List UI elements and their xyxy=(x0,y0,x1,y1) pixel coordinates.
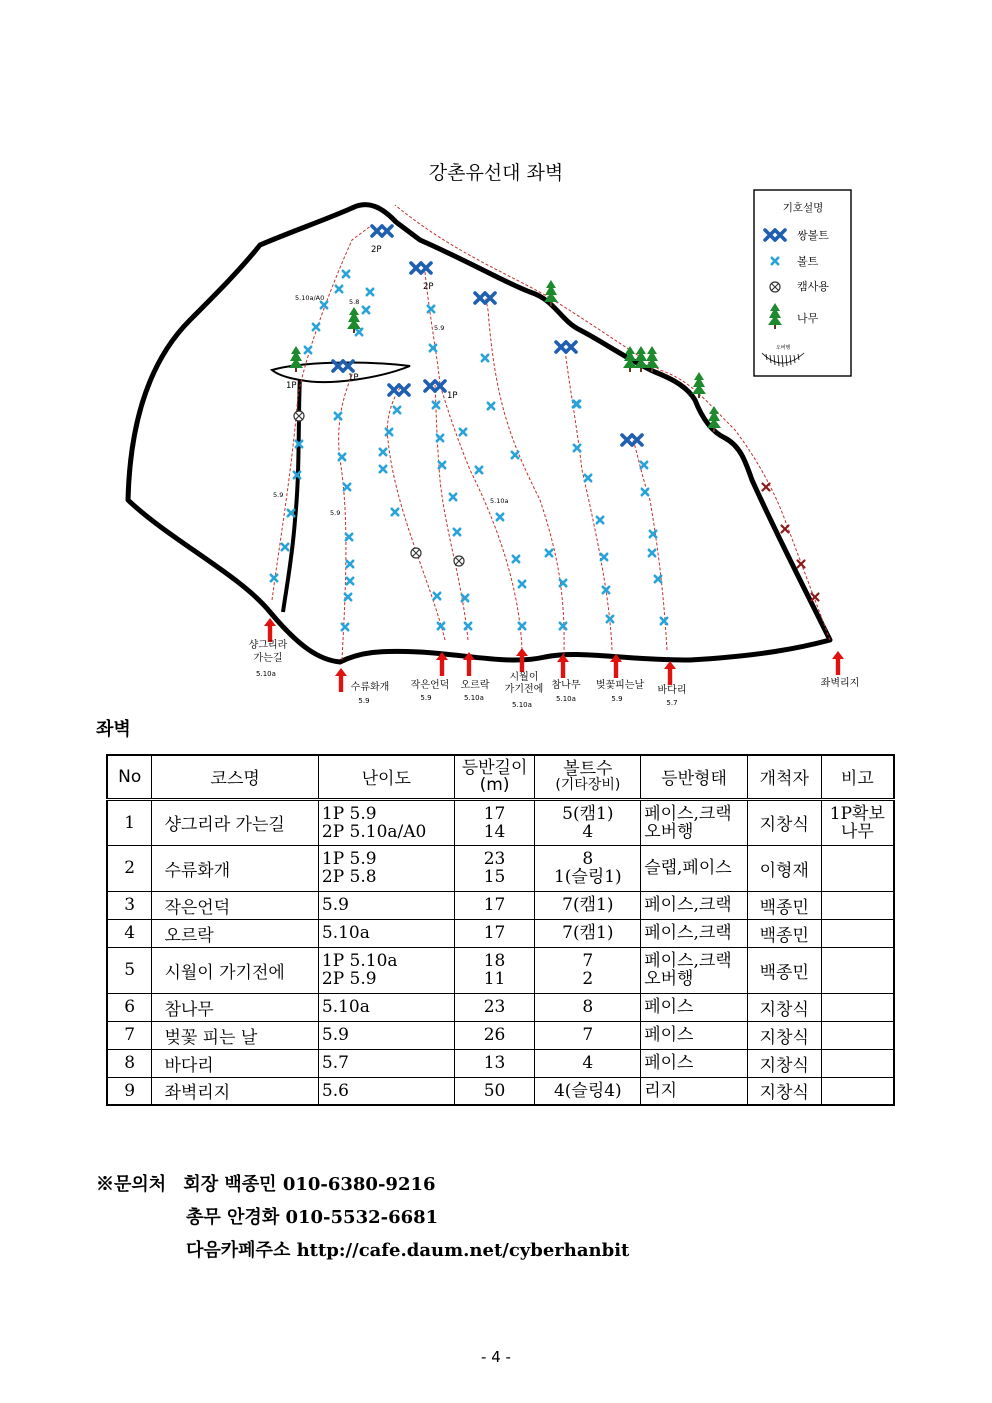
route-base-name: 오르락 xyxy=(460,680,490,691)
table-row xyxy=(107,993,894,1021)
col-header-grade: 난이도 xyxy=(318,755,454,799)
route-base-name: 벚꽃피는날 xyxy=(595,680,645,691)
grade-label: 5.9 xyxy=(330,509,341,517)
pitch-label: 1P xyxy=(447,391,458,401)
cell-style: 페이스,크랙 xyxy=(641,891,748,919)
cell-style: 페이스 xyxy=(641,993,748,1021)
cell-grade: 1P 5.9 2P 5.10a/A0 xyxy=(318,799,454,845)
page-number: - 4 - xyxy=(481,1348,511,1366)
cell-grade: 1P 5.9 2P 5.8 xyxy=(318,845,454,891)
cell-pioneer: 지창식 xyxy=(747,1021,821,1049)
cell-no: 2 xyxy=(107,845,152,891)
cell-bolts: 5(캠1) 4 xyxy=(535,799,641,845)
figure-title: 강촌유선대 좌벽 xyxy=(428,162,564,184)
legend-label: 캠사용 xyxy=(797,280,829,293)
route-base-name: 참나무 xyxy=(551,680,581,691)
cell-name: 수류화개 xyxy=(152,845,318,891)
route-base-name-line1: 시월이 xyxy=(509,672,539,683)
table-row xyxy=(107,891,894,919)
section-title: 좌벽 xyxy=(96,719,131,740)
route-base-name-line1: 샹그리라 xyxy=(248,640,288,651)
inner-boundary xyxy=(283,375,300,612)
cell-grade: 5.10a xyxy=(318,993,454,1021)
cell-name: 바다리 xyxy=(152,1049,318,1077)
cell-bolts: 7 2 xyxy=(535,947,641,993)
cell-no: 7 xyxy=(107,1021,152,1049)
cell-no: 4 xyxy=(107,919,152,947)
cell-pioneer: 지창식 xyxy=(747,993,821,1021)
route-base-grade: 5.10a xyxy=(464,694,484,702)
cell-style: 페이스,크랙 오버행 xyxy=(641,799,748,845)
route-base-grade: 5.9 xyxy=(358,697,370,705)
legend xyxy=(754,190,851,376)
cam-icon xyxy=(294,411,304,421)
contact-info xyxy=(96,1168,629,1267)
route-base-grade: 5.7 xyxy=(666,699,678,707)
cell-bolts: 7(캠1) xyxy=(535,919,641,947)
table-row xyxy=(107,1077,894,1105)
cell-no: 3 xyxy=(107,891,152,919)
cell-no: 6 xyxy=(107,993,152,1021)
table-row xyxy=(107,919,894,947)
col-header-length: 등반길이 (m) xyxy=(454,755,535,799)
legend-label: 오버행 xyxy=(775,345,791,351)
col-header-note: 비고 xyxy=(821,755,894,799)
cell-pioneer: 백종민 xyxy=(747,947,821,993)
cell-pioneer: 지창식 xyxy=(747,799,821,845)
cell-name: 좌벽리지 xyxy=(152,1077,318,1105)
table-row xyxy=(107,1049,894,1077)
route-base-name: 바다리 xyxy=(657,685,687,696)
legend-label: 나무 xyxy=(797,312,819,325)
cell-length: 50 xyxy=(454,1077,535,1105)
table-header-row xyxy=(107,755,894,799)
col-header-pioneer: 개척자 xyxy=(747,755,821,799)
pitch-label: 2P xyxy=(371,245,382,255)
cell-note xyxy=(821,993,894,1021)
cell-length: 23 15 xyxy=(454,845,535,891)
route-base-name: 좌벽리지 xyxy=(820,678,860,689)
legend-label: 볼트 xyxy=(797,255,819,268)
cell-no: 9 xyxy=(107,1077,152,1105)
cell-note xyxy=(821,1077,894,1105)
pitch-label: 2P xyxy=(423,282,434,292)
legend-label: 쌍볼트 xyxy=(797,229,829,242)
cam-icon xyxy=(770,282,780,292)
cell-pioneer: 이형재 xyxy=(747,845,821,891)
cell-style: 페이스,크랙 xyxy=(641,919,748,947)
route-base-grade: 5.10a xyxy=(256,670,276,678)
route-base-name-line2: 가는길 xyxy=(253,653,283,664)
ridge-bolts xyxy=(763,484,819,601)
cell-note: 1P확보 나무 xyxy=(821,799,894,845)
contact-line: 다음카페주소 http://cafe.daum.net/cyberhanbit xyxy=(186,1240,630,1261)
route-base-name-line2: 가기전에 xyxy=(504,684,544,695)
cell-pioneer: 지창식 xyxy=(747,1049,821,1077)
col-header-bolts-main: 볼트수 xyxy=(563,758,613,779)
grade-label: 5.10a xyxy=(490,497,509,505)
cell-grade: 5.6 xyxy=(318,1077,454,1105)
double-bolts xyxy=(333,226,642,445)
cell-note xyxy=(821,919,894,947)
cell-style: 페이스 xyxy=(641,1021,748,1049)
col-header-name: 코스명 xyxy=(152,755,318,799)
contact-line: 회장 백종민 010-6380-9216 xyxy=(183,1174,436,1195)
cell-bolts: 8 1(슬링1) xyxy=(535,845,641,891)
cell-length: 17 14 xyxy=(454,799,535,845)
cell-length: 26 xyxy=(454,1021,535,1049)
col-header-bolts-sub: (기타장비) xyxy=(555,776,621,793)
cell-note xyxy=(821,891,894,919)
cell-grade: 5.7 xyxy=(318,1049,454,1077)
cell-pioneer: 백종민 xyxy=(747,919,821,947)
cell-bolts: 4(슬링4) xyxy=(535,1077,641,1105)
col-header-no: No xyxy=(107,755,152,799)
cell-length: 18 11 xyxy=(454,947,535,993)
table-row xyxy=(107,947,894,993)
cell-grade: 1P 5.10a 2P 5.9 xyxy=(318,947,454,993)
cell-pioneer: 지창식 xyxy=(747,1077,821,1105)
pitch-label: 1P xyxy=(348,373,359,383)
cam-icon xyxy=(411,548,421,558)
cell-bolts: 4 xyxy=(535,1049,641,1077)
cell-note xyxy=(821,1049,894,1077)
cell-name: 참나무 xyxy=(152,993,318,1021)
cell-no: 5 xyxy=(107,947,152,993)
table-row xyxy=(107,845,894,891)
cell-pioneer: 백종민 xyxy=(747,891,821,919)
cell-length: 17 xyxy=(454,891,535,919)
cell-name: 작은언덕 xyxy=(152,891,318,919)
col-header-bolts xyxy=(535,755,641,799)
cell-name: 샹그리라 가는길 xyxy=(152,799,318,845)
cell-length: 13 xyxy=(454,1049,535,1077)
legend-title: 기호설명 xyxy=(782,202,824,214)
cell-style: 리지 xyxy=(641,1077,748,1105)
cell-length: 23 xyxy=(454,993,535,1021)
contact-line: 총무 안경화 010-5532-6681 xyxy=(186,1207,439,1228)
cell-name: 시월이 가기전에 xyxy=(152,947,318,993)
grade-label: 5.10a/A0 xyxy=(295,294,325,302)
route-base-name: 수류화개 xyxy=(350,682,390,693)
bolts xyxy=(271,271,667,630)
route-base-grade: 5.10a xyxy=(556,695,576,703)
cell-no: 1 xyxy=(107,799,152,845)
cell-bolts: 7 xyxy=(535,1021,641,1049)
cell-style: 슬랩,페이스 xyxy=(641,845,748,891)
route-base-grade: 5.9 xyxy=(611,695,623,703)
cell-bolts: 8 xyxy=(535,993,641,1021)
cell-no: 8 xyxy=(107,1049,152,1077)
cell-grade: 5.9 xyxy=(318,1021,454,1049)
cell-bolts: 7(캠1) xyxy=(535,891,641,919)
route-table xyxy=(106,754,895,1106)
grade-label: 5.9 xyxy=(434,324,445,332)
cell-grade: 5.9 xyxy=(318,891,454,919)
grade-label: 5.9 xyxy=(273,491,284,499)
table-row xyxy=(107,799,894,845)
grade-label: 5.8 xyxy=(349,298,360,306)
pitch-label: 1P xyxy=(286,381,297,391)
cam-icon xyxy=(454,556,464,566)
route-base-grade: 5.9 xyxy=(420,694,432,702)
col-header-style: 등반형태 xyxy=(641,755,748,799)
route-base-grade: 5.10a xyxy=(512,701,532,709)
rock-outline xyxy=(128,205,830,662)
contact-label: ※문의처 xyxy=(96,1174,167,1195)
cell-length: 17 xyxy=(454,919,535,947)
table-row xyxy=(107,1021,894,1049)
cell-style: 페이스 xyxy=(641,1049,748,1077)
route-base-name: 작은언덕 xyxy=(410,680,450,691)
cell-name: 오르락 xyxy=(152,919,318,947)
route-lines xyxy=(272,205,830,660)
cell-note xyxy=(821,1021,894,1049)
cell-note xyxy=(821,845,894,891)
cell-grade: 5.10a xyxy=(318,919,454,947)
cell-name: 벚꽃 피는 날 xyxy=(152,1021,318,1049)
cell-note xyxy=(821,947,894,993)
cell-style: 페이스,크랙 오버행 xyxy=(641,947,748,993)
